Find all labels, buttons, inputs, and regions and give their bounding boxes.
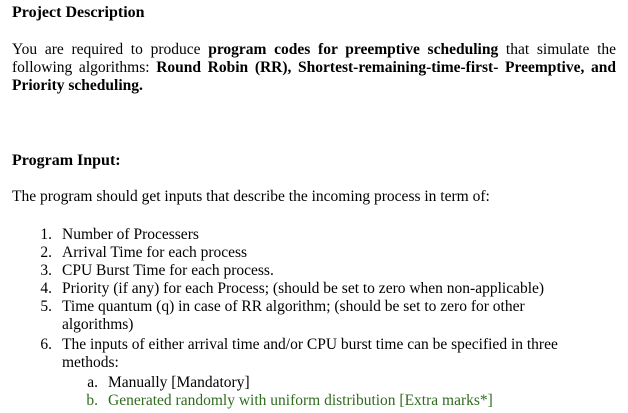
intro-text-1: You are required to produce [12, 41, 209, 58]
sublist-item-text: Manually [Mandatory] [108, 374, 250, 391]
list-item-number: 3. [40, 262, 52, 279]
intro-text-2: that simulate the following algorithms: [12, 41, 617, 76]
list-item-text: Number of Processers [62, 226, 199, 243]
program-input-heading: Program Input: [12, 152, 121, 169]
list-item-number: 4. [40, 280, 52, 297]
intro-paragraph [12, 41, 616, 95]
list-item-number: 5. [40, 298, 52, 315]
project-description-heading: Project Description [12, 4, 145, 21]
list-item-number: 6. [40, 336, 52, 353]
list-item-text: The inputs of either arrival time and/or CPU burst time can be specified in three [62, 336, 558, 353]
intro-bold-2: Round Robin (RR), Shortest-remaining-time-first- Preemptive, and Priority scheduling. [12, 59, 616, 94]
sublist-item-letter: b. [86, 392, 98, 409]
input-intro-text: The program should get inputs that describe the incoming process in term of: [12, 188, 490, 205]
sublist-item-text: Generated randomly with uniform distribution [Extra marks*] [108, 392, 493, 409]
intro-bold-1: program codes for preemptive scheduling [208, 41, 499, 58]
list-item-text-continued: algorithms) [62, 316, 134, 333]
sublist-item-letter: a. [87, 374, 98, 391]
list-item-text: Time quantum (q) in case of RR algorithm; (should be set to zero for other [62, 298, 525, 315]
list-item-text: Arrival Time for each process [62, 244, 248, 261]
list-item-number: 2. [40, 244, 52, 261]
list-item-number: 1. [40, 226, 52, 243]
list-item-text-continued: methods: [62, 354, 119, 371]
list-item-text: CPU Burst Time for each process. [62, 262, 274, 279]
list-item-text: Priority (if any) for each Process; (should be set to zero when non-applicable) [62, 280, 545, 297]
